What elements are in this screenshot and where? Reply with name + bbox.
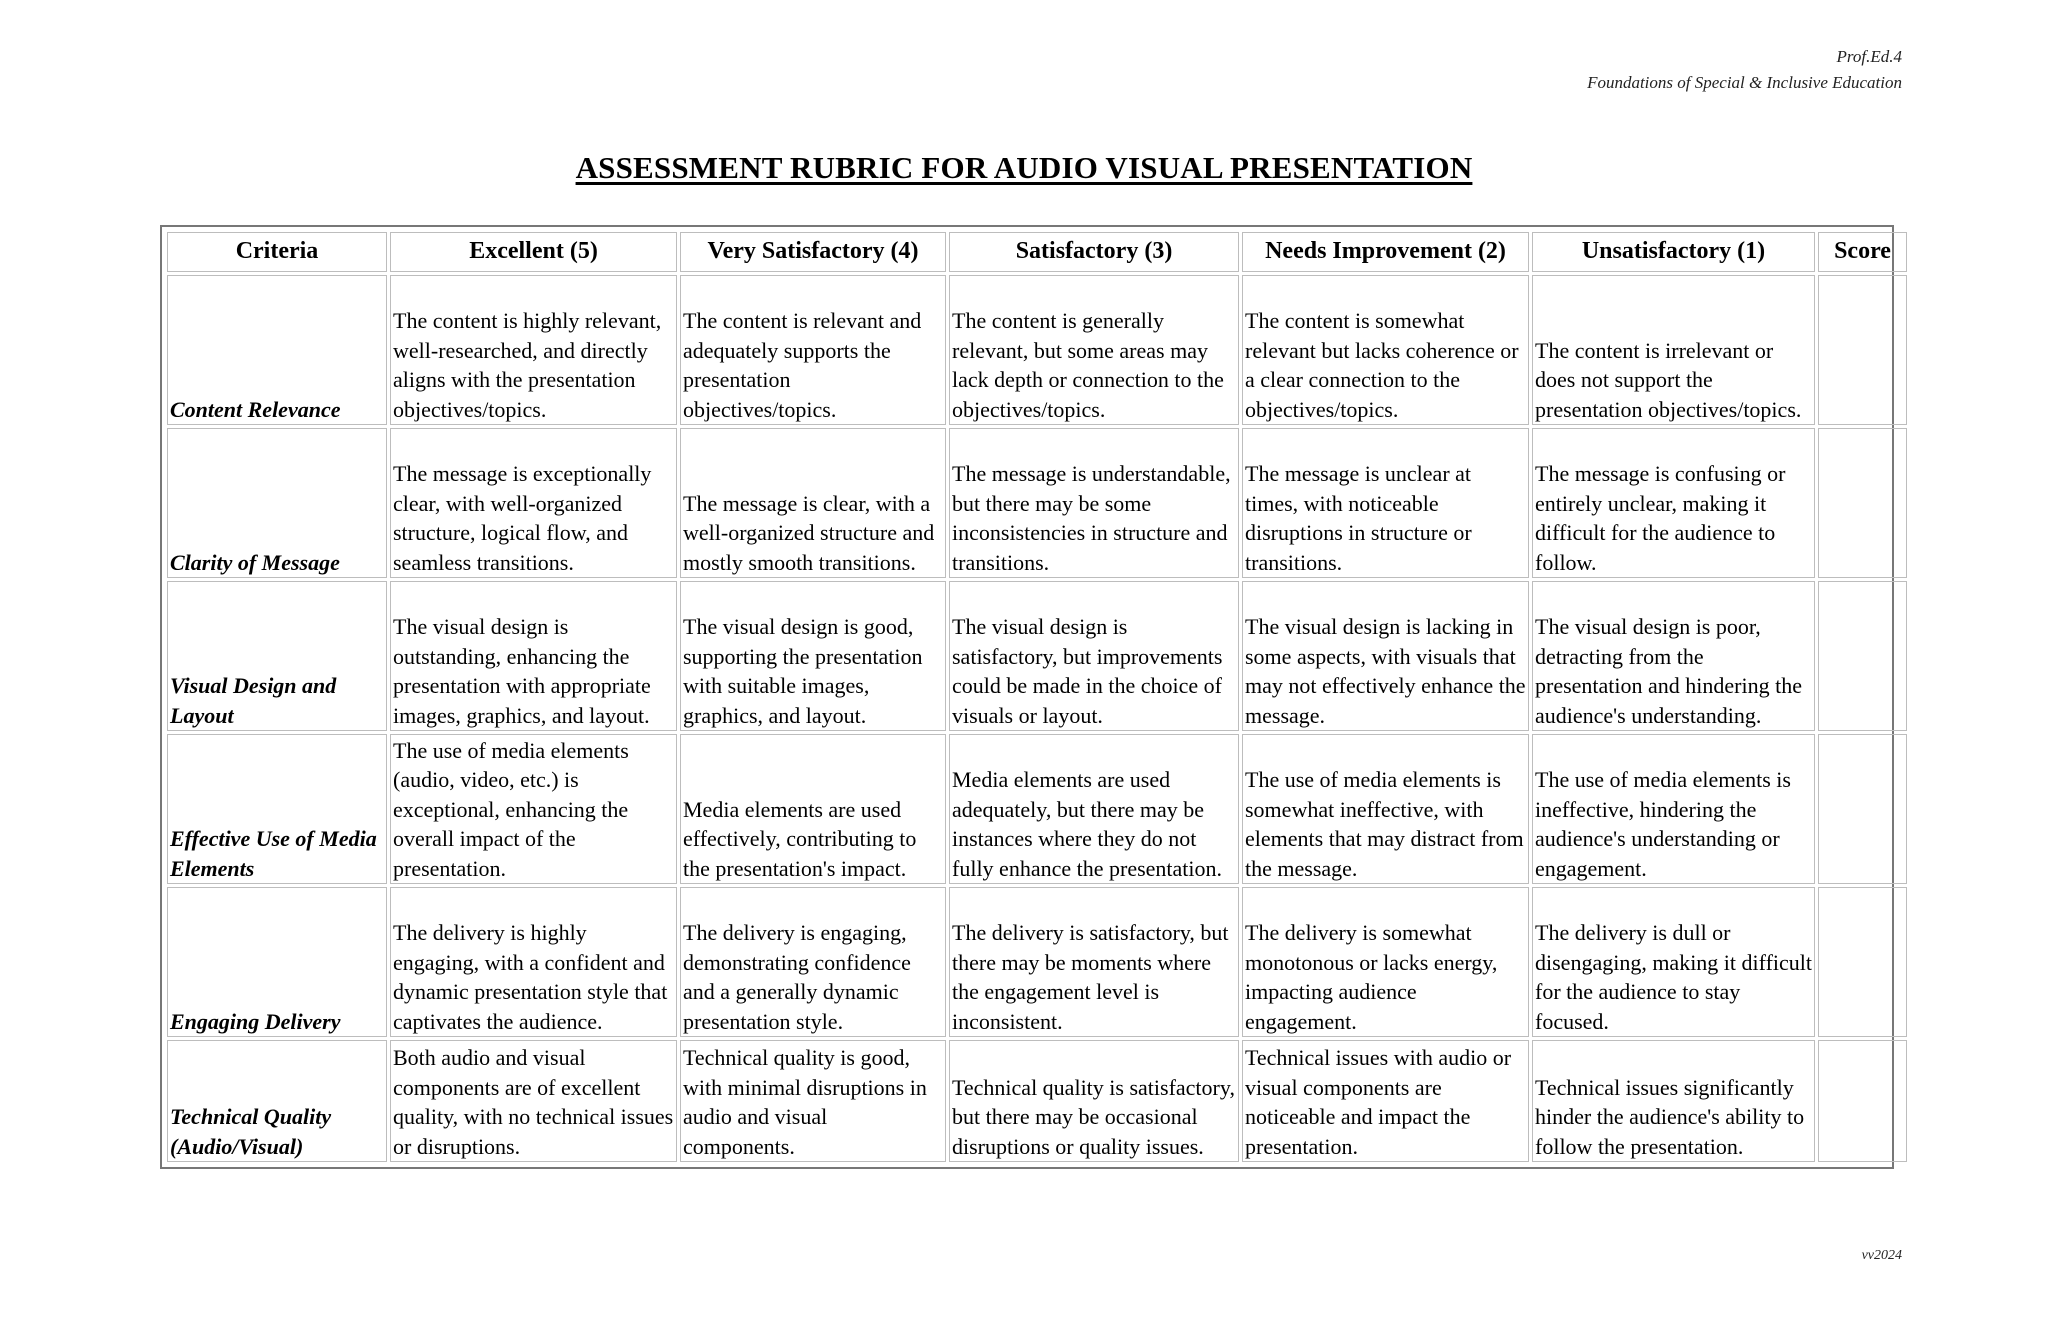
- document-header: [1587, 44, 1902, 96]
- rating-cell-very-satisfactory: The visual design is good, supporting the presentation with suitable images, graphics, and layout.: [680, 581, 946, 731]
- rating-cell-needs-improvement: The delivery is somewhat monotonous or lacks energy, impacting audience engagement.: [1242, 887, 1529, 1037]
- criterion-cell: Clarity of Message: [167, 428, 387, 578]
- rating-cell-satisfactory: The visual design is satisfactory, but improvements could be made in the choice of visuals or layout.: [949, 581, 1239, 731]
- column-header-unsatisfactory: Unsatisfactory (1): [1532, 232, 1815, 272]
- column-header-score: Score: [1818, 232, 1907, 272]
- rating-cell-satisfactory: Media elements are used adequately, but there may be instances where they do not fully enhance the presentation.: [949, 734, 1239, 884]
- course-code: Prof.Ed.4: [1836, 47, 1902, 66]
- column-header-criteria: Criteria: [167, 232, 387, 272]
- criterion-cell: Technical Quality (Audio/Visual): [167, 1040, 387, 1162]
- footer-mark: vv2024: [1861, 1248, 1902, 1263]
- rating-cell-satisfactory: Technical quality is satisfactory, but there may be occasional disruptions or quality issues.: [949, 1040, 1239, 1162]
- rating-cell-excellent: Both audio and visual components are of excellent quality, with no technical issues or disruptions.: [390, 1040, 677, 1162]
- score-cell[interactable]: [1818, 734, 1907, 884]
- rating-cell-very-satisfactory: Media elements are used effectively, contributing to the presentation's impact.: [680, 734, 946, 884]
- rating-cell-unsatisfactory: The use of media elements is ineffective, hindering the audience's understanding or engagement.: [1532, 734, 1815, 884]
- table-row: [167, 581, 1907, 731]
- rating-cell-needs-improvement: The use of media elements is somewhat ineffective, with elements that may distract from the message.: [1242, 734, 1529, 884]
- column-header-needs-improvement: Needs Improvement (2): [1242, 232, 1529, 272]
- criterion-cell: Engaging Delivery: [167, 887, 387, 1037]
- rating-cell-unsatisfactory: The visual design is poor, detracting from the presentation and hindering the audience's understanding.: [1532, 581, 1815, 731]
- table-row: [167, 275, 1907, 425]
- score-cell[interactable]: [1818, 581, 1907, 731]
- rating-cell-satisfactory: The content is generally relevant, but some areas may lack depth or connection to the objectives/topics.: [949, 275, 1239, 425]
- page-title: ASSESSMENT RUBRIC FOR AUDIO VISUAL PRESENTATION: [575, 150, 1473, 185]
- table-row: [167, 887, 1907, 1037]
- score-cell[interactable]: [1818, 887, 1907, 1037]
- rating-cell-very-satisfactory: Technical quality is good, with minimal disruptions in audio and visual components.: [680, 1040, 946, 1162]
- rating-cell-very-satisfactory: The delivery is engaging, demonstrating confidence and a generally dynamic presentation style.: [680, 887, 946, 1037]
- rating-cell-unsatisfactory: The message is confusing or entirely unclear, making it difficult for the audience to follow.: [1532, 428, 1815, 578]
- column-header-excellent: Excellent (5): [390, 232, 677, 272]
- rating-cell-very-satisfactory: The message is clear, with a well-organized structure and mostly smooth transitions.: [680, 428, 946, 578]
- rating-cell-excellent: The content is highly relevant, well-researched, and directly aligns with the presentation objectives/topics.: [390, 275, 677, 425]
- criterion-cell: Content Relevance: [167, 275, 387, 425]
- criterion-cell: Visual Design and Layout: [167, 581, 387, 731]
- column-header-very-satisfactory: Very Satisfactory (4): [680, 232, 946, 272]
- rating-cell-needs-improvement: Technical issues with audio or visual components are noticeable and impact the presentation.: [1242, 1040, 1529, 1162]
- rating-cell-satisfactory: The message is understandable, but there may be some inconsistencies in structure and transitions.: [949, 428, 1239, 578]
- table-row: [167, 734, 1907, 884]
- table-row: [167, 1040, 1907, 1162]
- rating-cell-unsatisfactory: The delivery is dull or disengaging, making it difficult for the audience to stay focused.: [1532, 887, 1815, 1037]
- rubric-table: [164, 229, 1910, 1165]
- score-cell[interactable]: [1818, 275, 1907, 425]
- rating-cell-satisfactory: The delivery is satisfactory, but there may be moments where the engagement level is inconsistent.: [949, 887, 1239, 1037]
- column-header-satisfactory: Satisfactory (3): [949, 232, 1239, 272]
- header-row: [167, 232, 1907, 272]
- criterion-cell: Effective Use of Media Elements: [167, 734, 387, 884]
- score-cell[interactable]: [1818, 428, 1907, 578]
- rating-cell-needs-improvement: The visual design is lacking in some aspects, with visuals that may not effectively enhance the message.: [1242, 581, 1529, 731]
- rating-cell-excellent: The message is exceptionally clear, with well-organized structure, logical flow, and seamless transitions.: [390, 428, 677, 578]
- rating-cell-unsatisfactory: Technical issues significantly hinder the audience's ability to follow the presentation.: [1532, 1040, 1815, 1162]
- rubric-table-frame: [160, 225, 1894, 1169]
- rating-cell-unsatisfactory: The content is irrelevant or does not support the presentation objectives/topics.: [1532, 275, 1815, 425]
- score-cell[interactable]: [1818, 1040, 1907, 1162]
- rating-cell-excellent: The delivery is highly engaging, with a confident and dynamic presentation style that captivates the audience.: [390, 887, 677, 1037]
- table-row: [167, 428, 1907, 578]
- rating-cell-needs-improvement: The message is unclear at times, with noticeable disruptions in structure or transitions.: [1242, 428, 1529, 578]
- rating-cell-very-satisfactory: The content is relevant and adequately supports the presentation objectives/topics.: [680, 275, 946, 425]
- rating-cell-excellent: The visual design is outstanding, enhancing the presentation with appropriate images, graphics, and layout.: [390, 581, 677, 731]
- rating-cell-excellent: The use of media elements (audio, video, etc.) is exceptional, enhancing the overall impact of the presentation.: [390, 734, 677, 884]
- rating-cell-needs-improvement: The content is somewhat relevant but lacks coherence or a clear connection to the objectives/topics.: [1242, 275, 1529, 425]
- course-name: Foundations of Special & Inclusive Education: [1587, 73, 1902, 92]
